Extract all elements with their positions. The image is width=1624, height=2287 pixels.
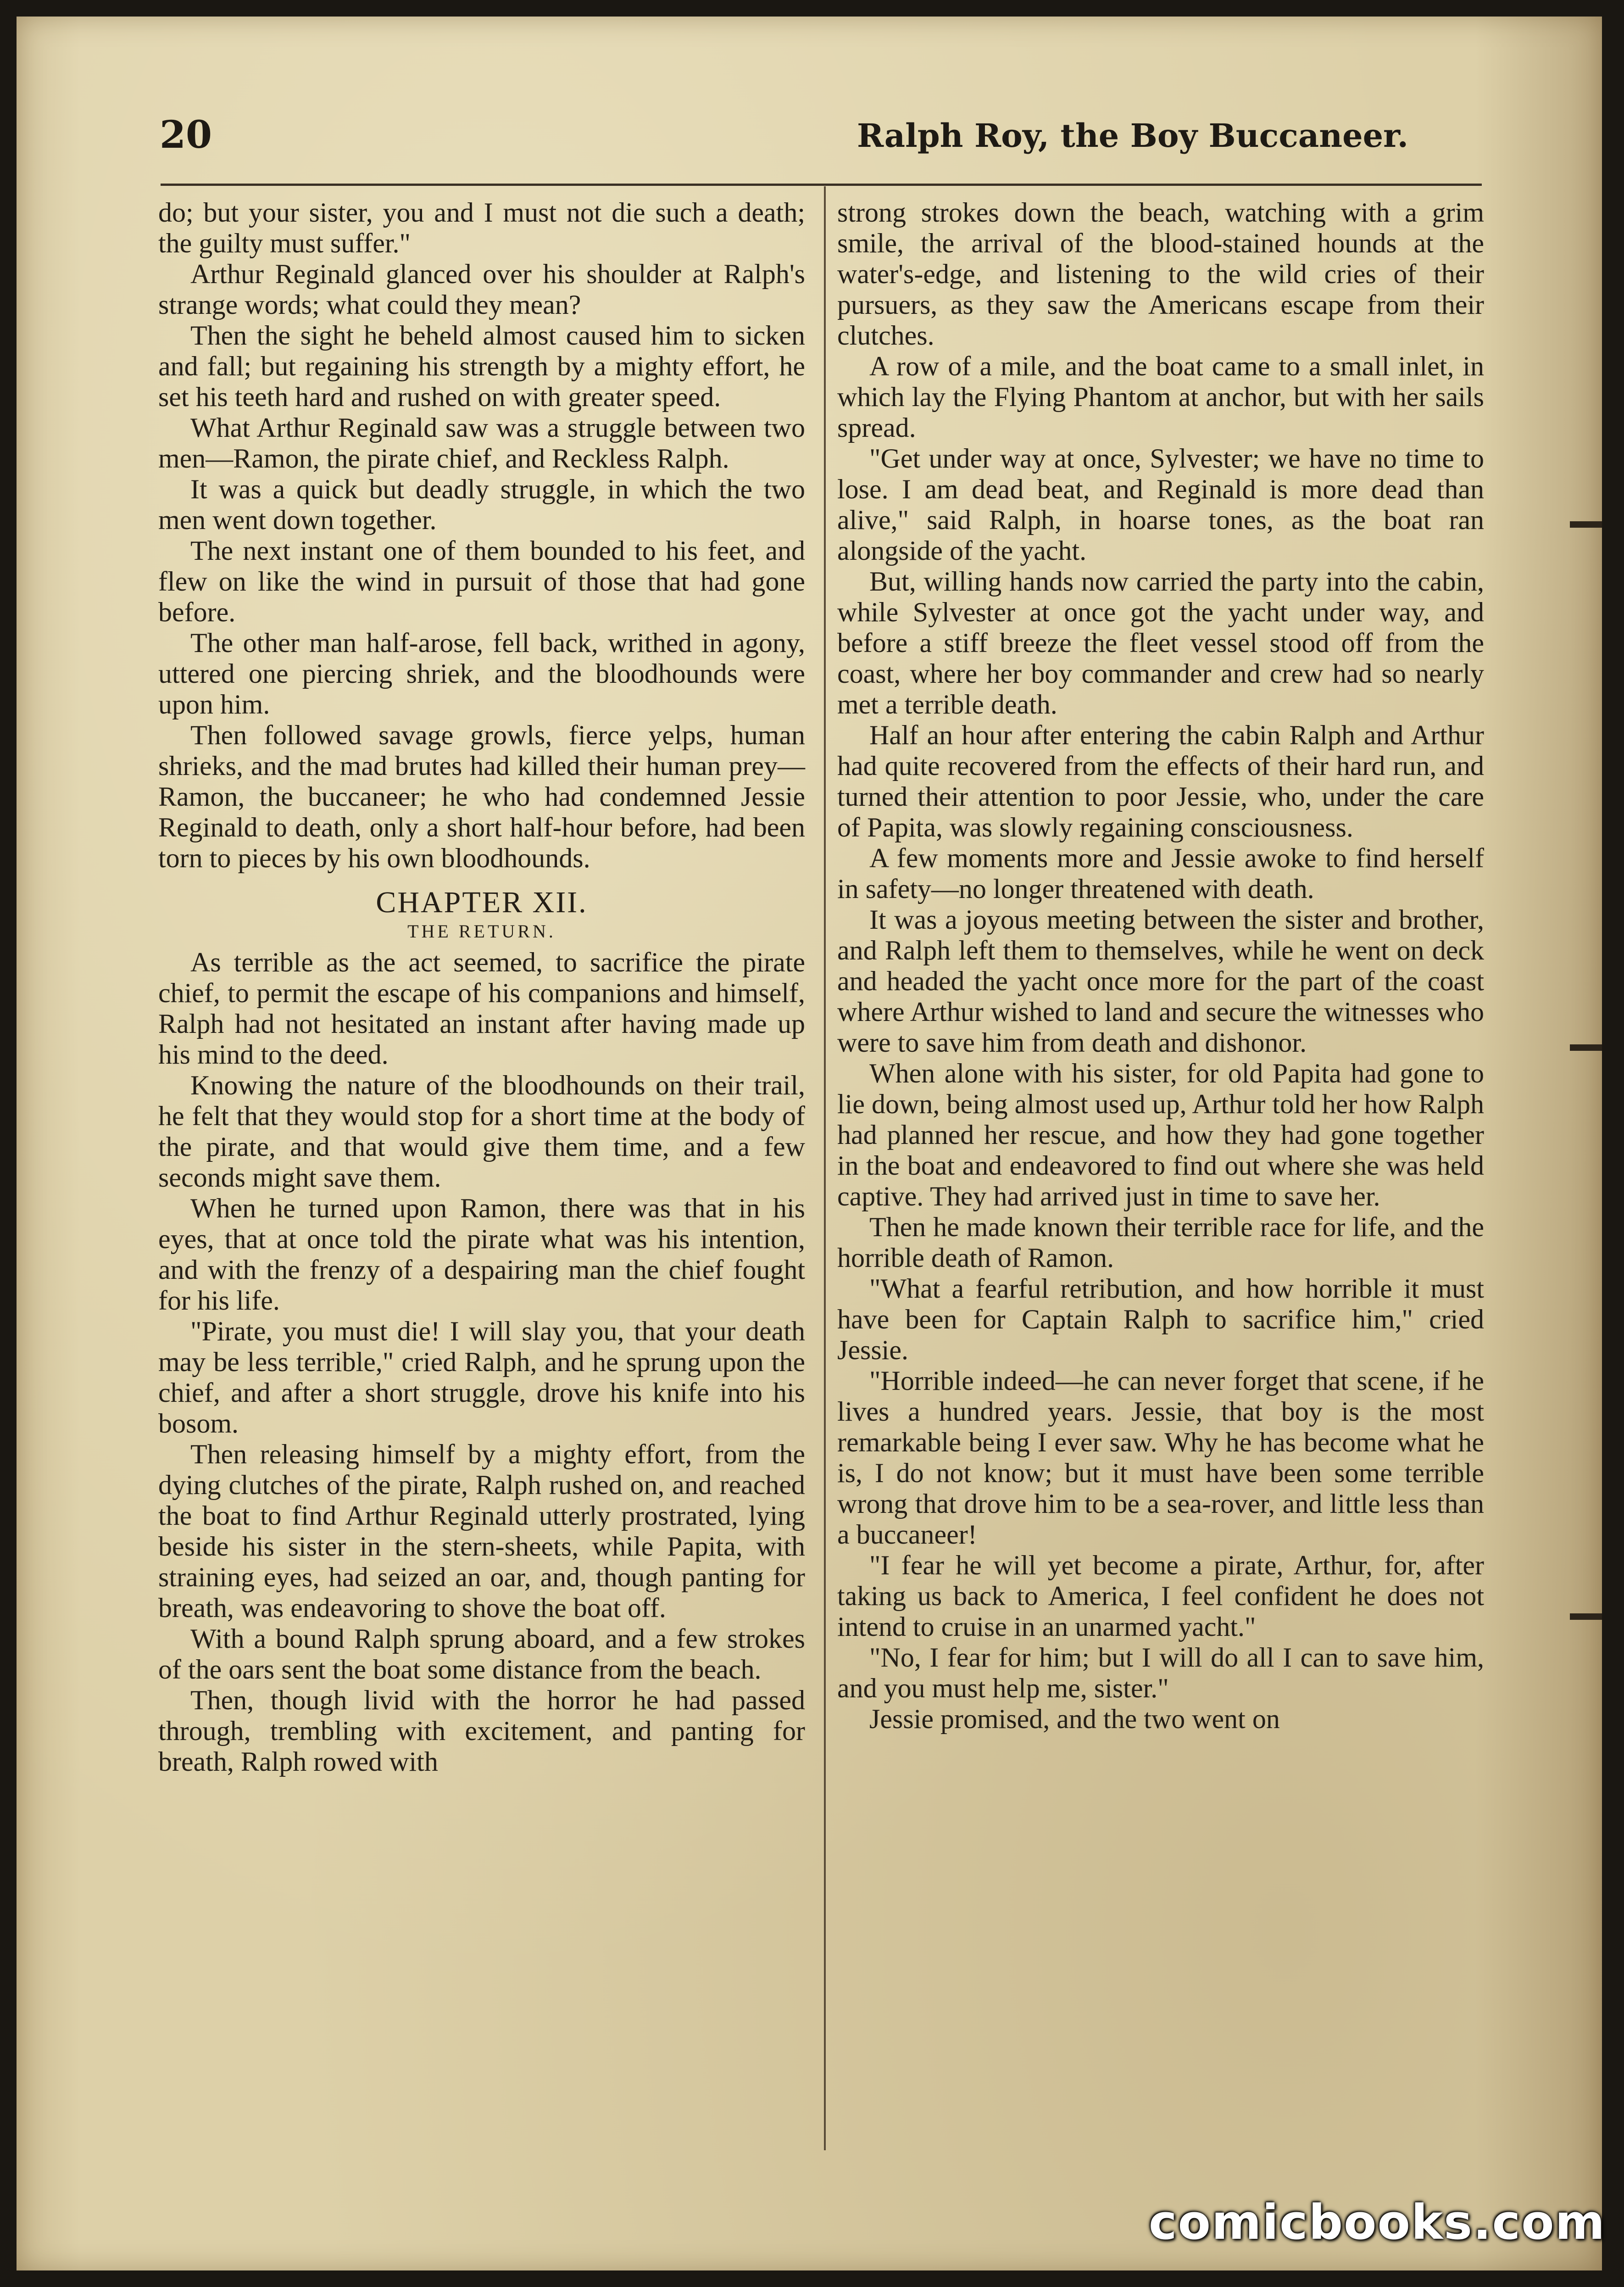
paragraph: Knowing the nature of the bloodhounds on their trail, he felt that they would stop for a short time at the body of the pirate, and that would give them time, and a few seconds might save them. bbox=[158, 1070, 805, 1193]
paragraph: A row of a mile, and the boat came to a small inlet, in which lay the Flying Phantom at anchor, but with her sails spread. bbox=[837, 351, 1484, 443]
chapter-title: CHAPTER XII. bbox=[376, 886, 588, 919]
paragraph: "What a fearful retribution, and how horrible it must have been for Captain Ralph to sacrifice him," cried Jessie. bbox=[837, 1273, 1484, 1365]
chapter-subtitle: THE RETURN. bbox=[407, 921, 556, 942]
paragraph: It was a joyous meeting between the sister and brother, and Ralph left them to themselves, while he went on deck and headed the yacht once more for the part of the coast where Arthur wished to land and secure the witnesses who were to save him from death and dishonor. bbox=[837, 904, 1484, 1058]
paragraph: Then releasing himself by a mighty effort, from the dying clutches of the pirate, Ralph rushed on, and reached the boat to find Arthur Reginald utterly prostrated, lying beside his sister in the stern-sheets, while Papita, with straining eyes, had seized an oar, and, though panting for breath, was endeavoring to shove the boat off. bbox=[158, 1439, 805, 1623]
paragraph: Then followed savage growls, fierce yelps, human shrieks, and the mad brutes had killed their human prey—Ramon, the buccaneer; he who had condemned Jessie Reginald to death, only a short half-hour before, had been torn to pieces by his own bloodhounds. bbox=[158, 720, 805, 873]
paragraph: Then, though livid with the horror he had passed through, trembling with excitement, and panting for breath, Ralph rowed with bbox=[158, 1685, 805, 1777]
paragraph: "Pirate, you must die! I will slay you, that your death may be less terrible," cried Ralph, and he sprung upon the chief, and after a short struggle, drove his knife into his bosom. bbox=[158, 1316, 805, 1439]
page-number: 20 bbox=[160, 113, 212, 157]
paragraph: The other man half-arose, fell back, writhed in agony, uttered one piercing shriek, and the bloodhounds were upon him. bbox=[158, 628, 805, 720]
paragraph: Then the sight he beheld almost caused him to sicken and fall; but regaining his strength by a mighty effort, he set his teeth hard and rushed on with greater speed. bbox=[158, 320, 805, 412]
binding-staple-mark bbox=[1570, 521, 1602, 528]
page-header bbox=[142, 110, 1408, 170]
paragraph: The next instant one of them bounded to his feet, and flew on like the wind in pursuit of those that had gone before. bbox=[158, 535, 805, 627]
running-title: Ralph Roy, the Boy Buccaneer. bbox=[857, 117, 1408, 155]
header-rule bbox=[161, 184, 1482, 186]
paragraph: do; but your sister, you and I must not die such a death; the guilty must suffer." bbox=[158, 197, 805, 258]
paragraph: It was a quick but deadly struggle, in which the two men went down together. bbox=[158, 474, 805, 535]
paragraph: When alone with his sister, for old Papita had gone to lie down, being almost used up, Arthur told her how Ralph had planned her rescue, and how they had gone together in the boat and endeavored to find out where she was held captive. They had arrived just in time to save her. bbox=[837, 1058, 1484, 1211]
binding-staple-mark bbox=[1570, 1044, 1602, 1051]
paragraph: As terrible as the act seemed, to sacrifice the pirate chief, to permit the escape of his companions and himself, Ralph had not hesitated an instant after having made up his mind to the deed. bbox=[158, 947, 805, 1070]
paragraph: Jessie promised, and the two went on bbox=[869, 1704, 1280, 1734]
paragraph: Arthur Reginald glanced over his shoulder at Ralph's strange words; what could they mean? bbox=[158, 259, 805, 320]
paragraph: A few moments more and Jessie awoke to find herself in safety—no longer threatened with death. bbox=[837, 843, 1484, 904]
paragraph: But, willing hands now carried the party into the cabin, while Sylvester at once got the yacht under way, and before a stiff breeze the fleet vessel stood off from the coast, where her boy commander and crew had so nearly met a terrible death. bbox=[837, 566, 1484, 720]
paragraph: Half an hour after entering the cabin Ralph and Arthur had quite recovered from the effects of their hard run, and turned their attention to poor Jessie, who, under the care of Papita, was slowly regaining consciousness. bbox=[837, 720, 1484, 842]
site-watermark: comicbooks.com bbox=[1148, 2194, 1606, 2250]
left-column bbox=[158, 197, 805, 1777]
paragraph: "I fear he will yet become a pirate, Arthur, for, after taking us back to America, I feel confident he does not intend to cruise in an unarmed yacht." bbox=[837, 1550, 1484, 1642]
paragraph: When he turned upon Ramon, there was that in his eyes, that at once told the pirate what was his intention, and with the frenzy of a despairing man the chief fought for his life. bbox=[158, 1193, 805, 1316]
paragraph: What Arthur Reginald saw was a struggle between two men—Ramon, the pirate chief, and Reckless Ralph. bbox=[158, 413, 805, 474]
paragraph: "Horrible indeed—he can never forget that scene, if he lives a hundred years. Jessie, that boy is the most remarkable being I ever saw. Why he has become what he is, I do not know; but it must have been some terrible wrong that drove him to be a sea-rover, and little less than a buccaneer! bbox=[837, 1366, 1484, 1550]
paragraph: Then he made known their terrible race for life, and the horrible death of Ramon. bbox=[837, 1212, 1484, 1273]
column-divider bbox=[824, 186, 826, 2150]
binding-staple-mark bbox=[1570, 1613, 1602, 1620]
paragraph: "No, I fear for him; but I will do all I can to save him, and you must help me, sister." bbox=[837, 1642, 1484, 1703]
paragraph: "Get under way at once, Sylvester; we have no time to lose. I am dead beat, and Reginald is more dead than alive," said Ralph, in hoarse tones, as the boat ran alongside of the yacht. bbox=[837, 443, 1484, 566]
paragraph: With a bound Ralph sprung aboard, and a few strokes of the oars sent the boat some distance from the beach. bbox=[158, 1623, 805, 1685]
right-column bbox=[837, 197, 1484, 1735]
paragraph: strong strokes down the beach, watching with a grim smile, the arrival of the blood-stained hounds at the water's-edge, and listening to the wild cries of their pursuers, as they saw the Americans escape from their clutches. bbox=[837, 197, 1484, 351]
